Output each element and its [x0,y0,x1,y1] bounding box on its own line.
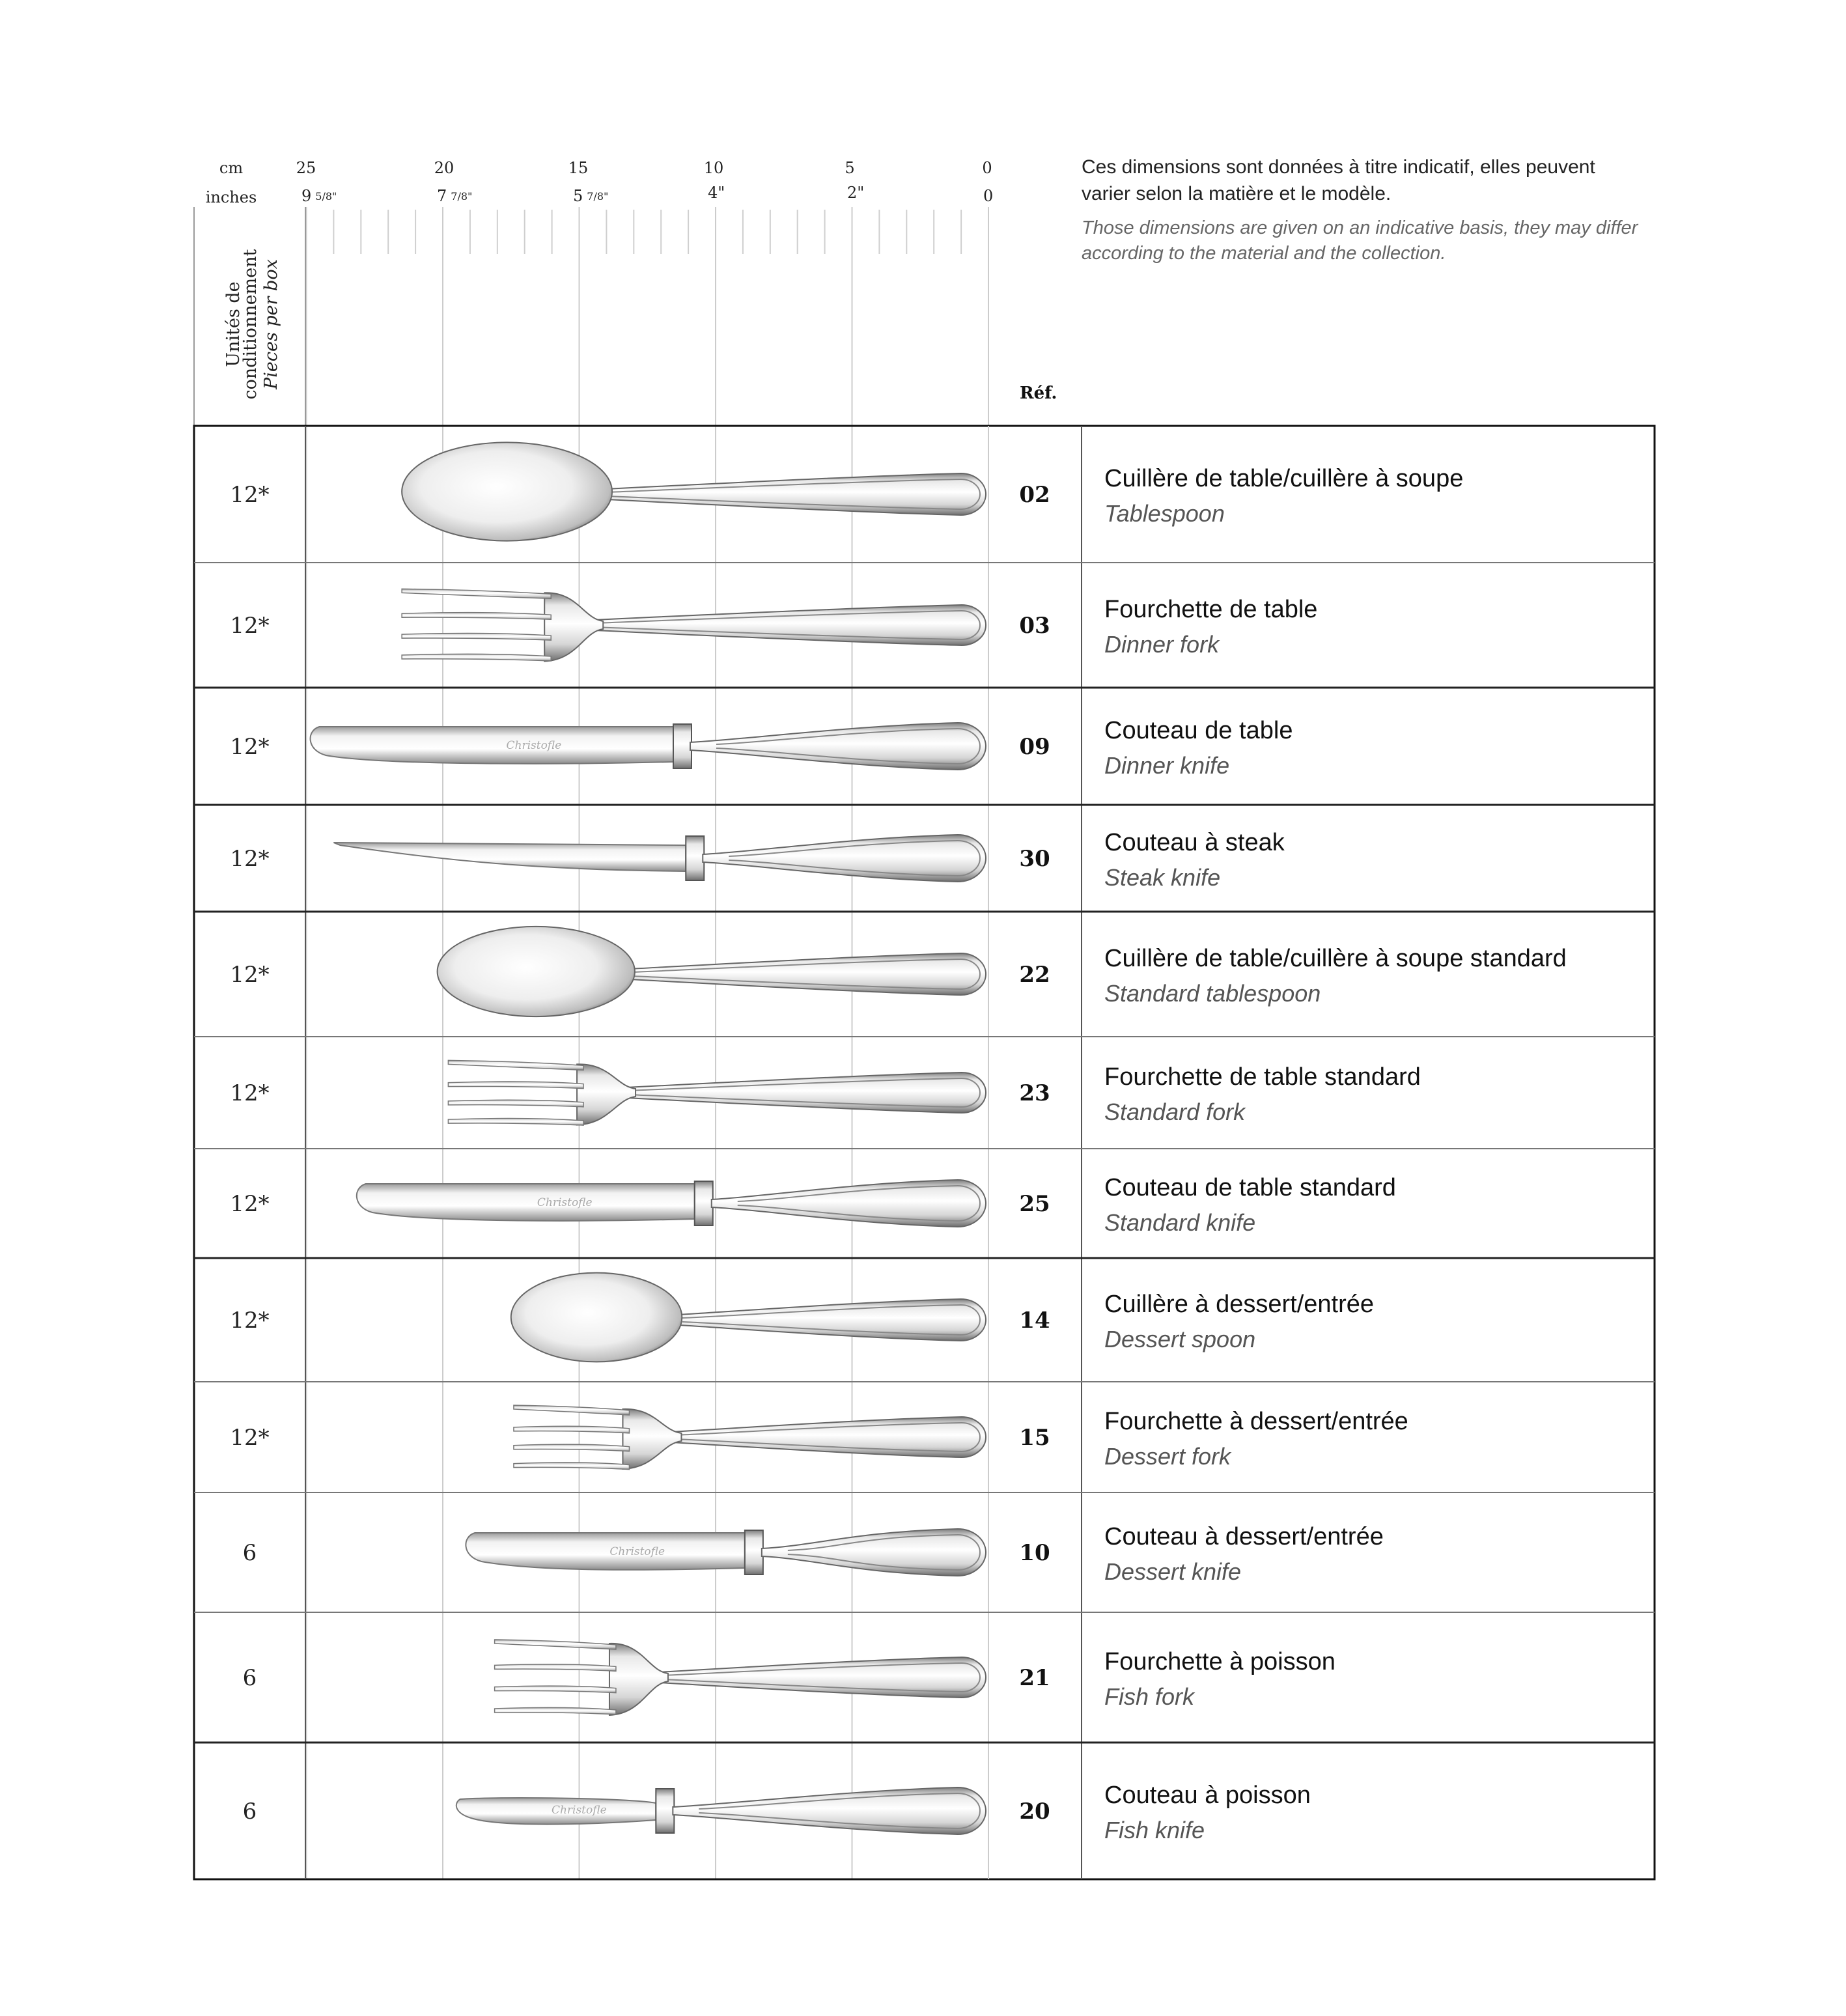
item-illustration [357,1180,986,1227]
pieces-per-box: 6 [242,1665,257,1691]
cm-tick-labels [296,159,992,177]
fork-neck [609,1644,668,1715]
item-name-en: Tablespoon [1104,500,1225,527]
reference-number: 23 [1019,1080,1050,1106]
item-name-en: Dessert spoon [1104,1326,1256,1352]
dimension-note [1082,156,1639,264]
inch-tick-labels [301,184,993,205]
item-name-en: Dinner knife [1104,752,1230,779]
item-name-en: Dessert knife [1104,1558,1242,1585]
fork-tine [448,1100,583,1107]
fork-tine [495,1640,616,1649]
item-name-fr: Fourchette à poisson [1104,1648,1336,1675]
inch-tick: 4" [708,184,725,202]
item-illustration [456,1787,986,1834]
item-name-en: Fish knife [1104,1817,1205,1843]
spoon-bowl [438,927,635,1016]
table-row [194,805,1655,891]
reference-number: 21 [1019,1665,1050,1691]
note-fr-line1: Ces dimensions sont données à titre indicatif, elles peuvent [1082,156,1595,178]
pieces-per-box: 12* [230,734,270,760]
item-name-fr: Couteau de table standard [1104,1174,1396,1201]
item-illustration [402,442,986,540]
fork-tine [402,589,551,598]
cm-label: cm [219,159,244,177]
knife-blade [311,727,673,764]
pieces-per-box: 12* [230,482,270,508]
inch-tick: 0 [983,187,994,205]
table-row [194,688,1655,779]
knife-bolster [695,1181,713,1225]
pieces-per-box: 12* [230,1191,270,1217]
item-illustration [514,1405,986,1470]
ref-header: Réf. [1020,384,1057,403]
item-illustration [448,1060,986,1125]
item-name-fr: Fourchette de table [1104,596,1318,623]
reference-number: 30 [1019,846,1050,872]
item-name-en: Dessert fork [1104,1443,1231,1470]
reference-number: 20 [1019,1799,1050,1825]
inch-tick: 7 7/8" [437,187,473,205]
brand-mark: Christofle [537,1196,593,1209]
knife-blade [333,843,686,871]
fork-neck [622,1409,681,1469]
fork-tine [402,613,551,620]
units-header-fr-2: conditionnement [240,249,260,400]
fork-tine [514,1463,630,1470]
pieces-per-box: 12* [230,1080,270,1106]
fork-neck [577,1064,636,1125]
fork-tine [514,1405,630,1415]
item-name-fr: Fourchette de table standard [1104,1063,1421,1091]
fork-tine [495,1664,616,1672]
item-name-fr: Cuillère de table/cuillère à soupe standard [1104,945,1567,972]
fork-tine [402,634,551,641]
brand-mark: Christofle [551,1804,607,1817]
cm-tick: 25 [296,159,316,177]
fork-tine [402,654,551,661]
scale-gridlines [194,207,988,1879]
pieces-per-box: 12* [230,846,270,872]
handle [568,605,986,645]
pieces-per-box: 12* [230,1308,270,1334]
handle [762,1529,986,1576]
cm-tick: 10 [703,159,724,177]
table-row [194,1037,1655,1125]
item-name-fr: Couteau de table [1104,717,1293,744]
fork-tine [495,1707,616,1715]
cm-tick: 5 [845,159,855,177]
item-name-en: Standard fork [1104,1099,1246,1125]
item-name-fr: Couteau à dessert/entrée [1104,1523,1384,1550]
cm-tick: 20 [434,159,455,177]
brand-mark: Christofle [609,1545,665,1558]
item-name-en: Standard tablespoon [1104,980,1321,1007]
item-illustration [466,1529,986,1576]
units-header-fr-1: Unités de [223,281,244,367]
table-row [194,1382,1655,1470]
table-row [194,563,1655,662]
fork-tine [448,1119,583,1126]
pieces-per-box: 6 [242,1799,257,1825]
product-table [194,426,1655,1879]
table-row [194,1149,1655,1236]
spoon-bowl [511,1273,682,1362]
item-name-en: Steak knife [1104,864,1221,891]
note-fr-line2: varier selon la matière et le modèle. [1082,183,1391,204]
pieces-per-box: 6 [242,1540,257,1566]
item-illustration [311,723,986,770]
item-illustration [511,1273,986,1362]
handle [690,723,986,770]
reference-number: 03 [1019,613,1050,639]
units-header [223,249,281,399]
fork-tine [448,1082,583,1089]
item-name-fr: Couteau à steak [1104,829,1285,856]
item-name-fr: Cuillère de table/cuillère à soupe [1104,465,1464,492]
fork-tine [514,1444,630,1451]
spoon-bowl [402,442,612,540]
inch-tick: 9 5/8" [301,187,337,205]
reference-number: 25 [1019,1191,1050,1217]
inch-tick: 5 7/8" [573,187,609,205]
knife-blade [466,1533,744,1570]
knife-bolster [673,724,692,768]
item-name-fr: Fourchette à dessert/entrée [1104,1408,1408,1435]
handle [673,1787,986,1834]
fork-tine [448,1060,583,1070]
table-row [194,1612,1655,1715]
reference-number: 15 [1019,1425,1050,1451]
ruler-ticks [307,210,989,254]
knife-blade [357,1184,695,1221]
item-illustration [333,835,986,882]
note-en-line1: Those dimensions are given on an indicative basis, they may differ [1082,217,1638,238]
knife-bolster [656,1789,674,1833]
pieces-per-box: 12* [230,962,270,988]
item-name-fr: Cuillère à dessert/entrée [1104,1291,1374,1318]
item-name-fr: Couteau à poisson [1104,1782,1311,1809]
table-row [230,442,1463,540]
cm-tick: 0 [982,159,992,177]
fork-tine [495,1686,616,1693]
pieces-per-box: 12* [230,613,270,639]
fork-neck [544,593,603,661]
handle [712,1180,986,1227]
units-header-en: Pieces per box [261,259,281,389]
handle [703,835,986,882]
table-row [194,1492,1655,1585]
item-name-en: Standard knife [1104,1209,1256,1236]
item-illustration [495,1640,986,1715]
reference-number: 02 [1019,482,1050,508]
table-row [194,1743,1655,1843]
knife-bolster [745,1530,763,1575]
item-illustration [438,927,986,1016]
item-illustration [402,589,986,661]
inches-label: inches [205,188,257,206]
table-row [194,1258,1655,1362]
reference-number: 09 [1019,734,1050,760]
reference-number: 14 [1019,1308,1050,1334]
fork-tine [514,1426,630,1433]
inch-tick: 2" [847,184,865,202]
item-name-en: Fish fork [1104,1683,1195,1710]
cm-tick: 15 [568,159,589,177]
brand-mark: Christofle [506,739,562,752]
item-name-en: Dinner fork [1104,631,1220,658]
reference-number: 10 [1019,1540,1050,1566]
knife-bolster [686,836,704,880]
note-en-line2: according to the material and the collection. [1082,243,1446,264]
table-row [194,912,1655,1016]
pieces-per-box: 12* [230,1425,270,1451]
reference-number: 22 [1019,962,1050,988]
